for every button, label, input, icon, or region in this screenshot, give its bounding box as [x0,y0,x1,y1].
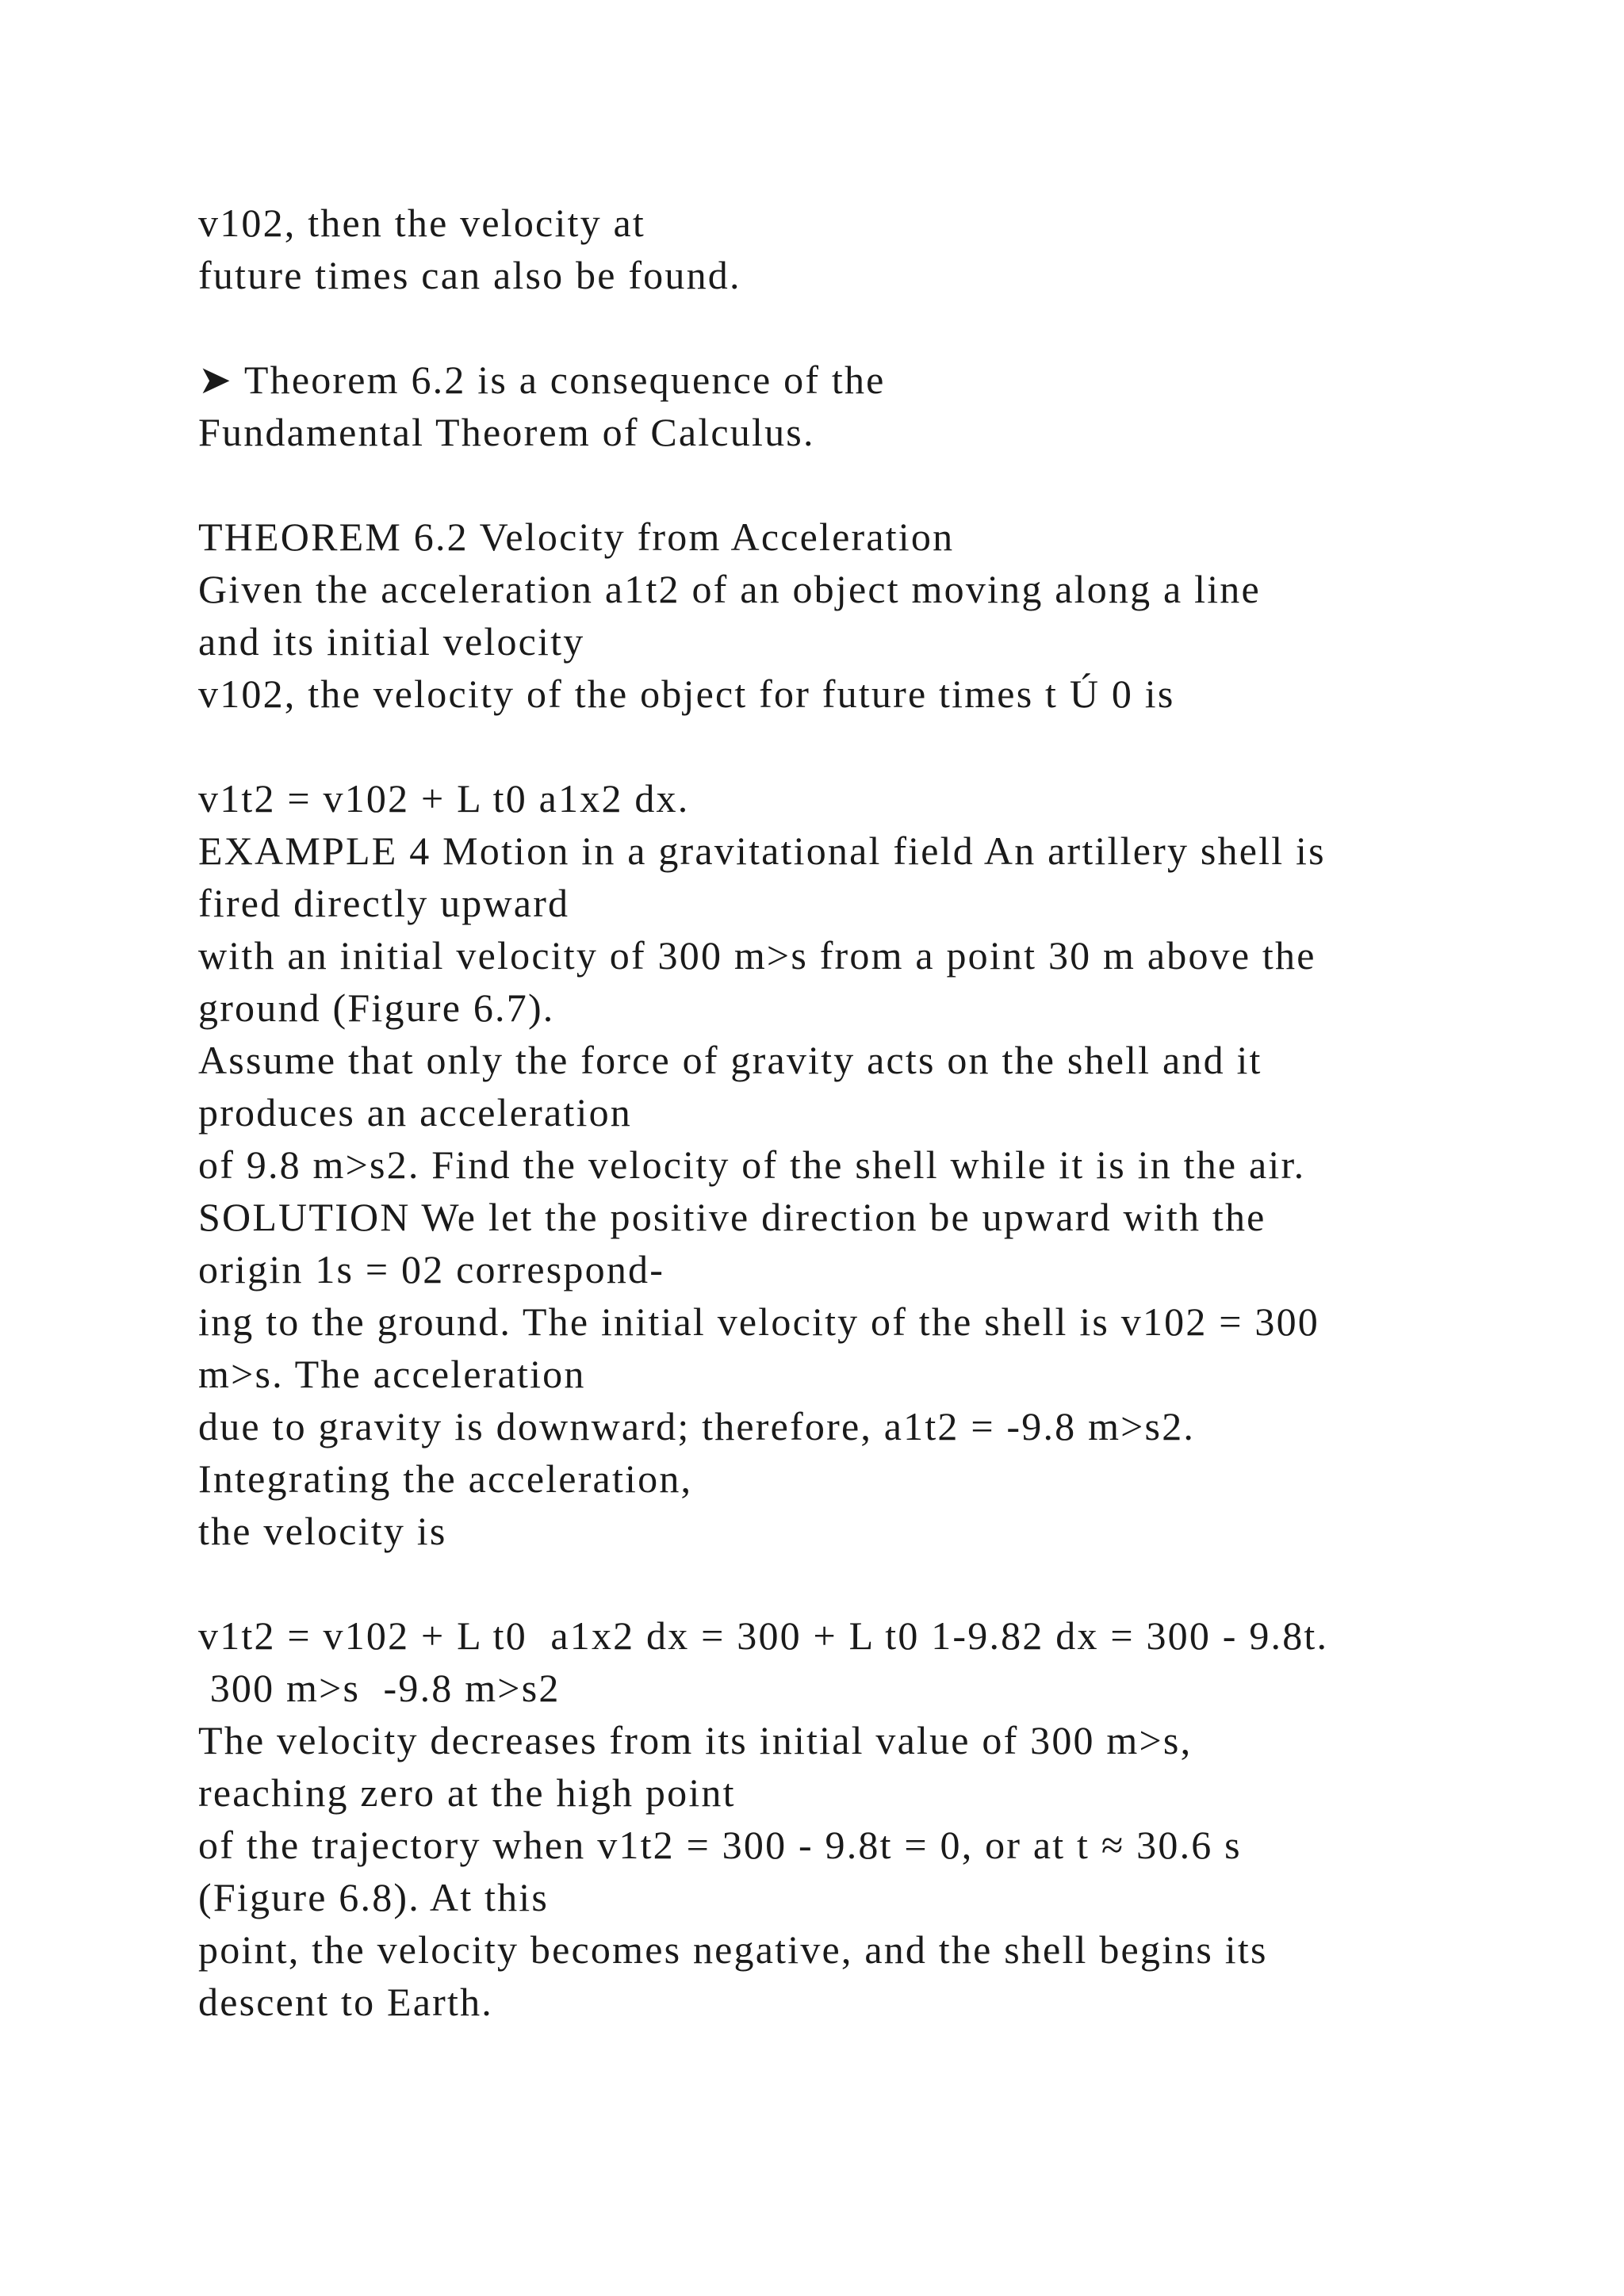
text-line: fired directly upward [198,881,570,925]
formula-annotation: 300 m>s -9.8 m>s2 [198,1666,561,1710]
document-page [198,197,1546,2028]
text-line: The velocity decreases from its initial value of 300 m>s, [198,1718,1193,1762]
text-line: Assume that only the force of gravity acts on the shell and it [198,1038,1262,1082]
text-line: ➤ Theorem 6.2 is a consequence of the [198,358,886,402]
text-line: point, the velocity becomes negative, and the shell begins its [198,1927,1268,1972]
text-line: Fundamental Theorem of Calculus. [198,410,815,454]
text-line: descent to Earth. [198,1980,493,2024]
paragraph-gap [198,458,1546,511]
text-line: (Figure 6.8). At this [198,1875,550,1919]
text-line: m>s. The acceleration [198,1352,586,1396]
paragraph-gap [198,1557,1546,1609]
example-title: EXAMPLE 4 Motion in a gravitational field An artillery shell is [198,828,1326,873]
margin-note [198,354,1546,458]
example-block [198,772,1546,1557]
formula-line: v1t2 = v102 + L t0 a1x2 dx = 300 + L t0 1-9.82 dx = 300 - 9.8t. [198,1613,1329,1658]
solution-block [198,1609,1546,2028]
text-line: due to gravity is downward; therefore, a1t2 = -9.8 m>s2. [198,1404,1196,1448]
text-line: future times can also be found. [198,253,741,297]
text-line: with an initial velocity of 300 m>s from a point 30 m above the [198,933,1316,978]
text-line: origin 1s = 02 correspond- [198,1247,665,1292]
text-line: of 9.8 m>s2. Find the velocity of the shell while it is in the air. [198,1142,1306,1187]
solution-heading: SOLUTION We let the positive direction be upward with the [198,1195,1266,1239]
text-line: ground (Figure 6.7). [198,985,555,1030]
text-line: Integrating the acceleration, [198,1456,693,1501]
text-line: produces an acceleration [198,1090,632,1135]
text-line: Given the acceleration a1t2 of an object moving along a line [198,567,1261,611]
text-line: reaching zero at the high point [198,1770,736,1815]
text-line: v102, then the velocity at [198,201,646,245]
text-line: the velocity is [198,1509,447,1553]
intro-paragraph [198,197,1546,301]
text-line: of the trajectory when v1t2 = 300 - 9.8t = 0, or at t ≈ 30.6 s [198,1823,1242,1867]
text-line: v102, the velocity of the object for future times t Ú 0 is [198,672,1175,716]
formula-line: v1t2 = v102 + L t0 a1x2 dx. [198,776,690,821]
text-line: ing to the ground. The initial velocity of the shell is v102 = 300 [198,1299,1320,1344]
text-line: and its initial velocity [198,619,585,664]
paragraph-gap [198,301,1546,354]
theorem-block [198,511,1546,720]
theorem-title: THEOREM 6.2 Velocity from Acceleration [198,515,955,559]
paragraph-gap [198,720,1546,772]
